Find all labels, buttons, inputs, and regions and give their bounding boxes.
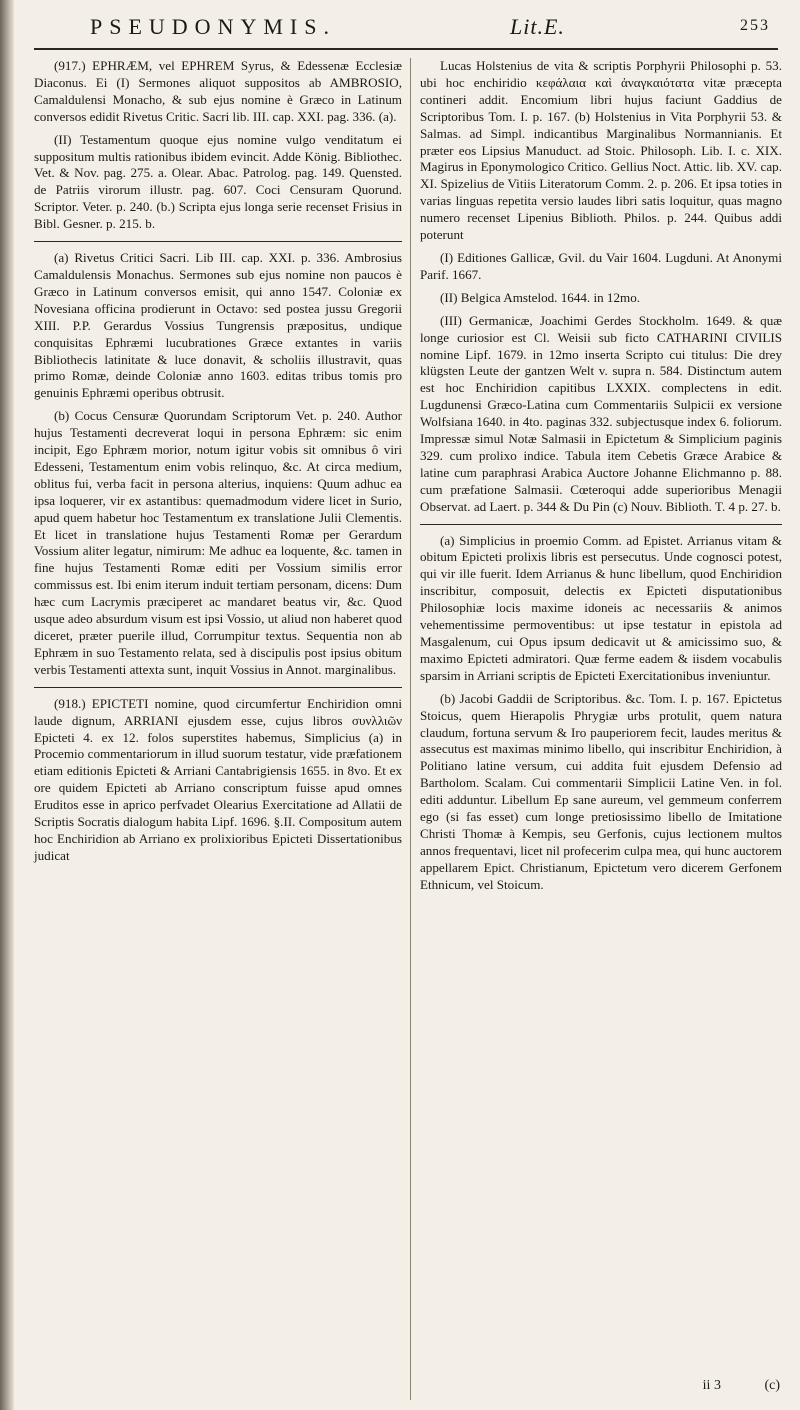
editions-item-I: (I) Editiones Gallicæ, Gvil. du Vair 1604. Lugduni. At Anonymi Parif. 1667. bbox=[420, 249, 782, 282]
signature-gathering: ii 3 bbox=[702, 1378, 721, 1393]
footnote-b: (b) Jacobi Gaddii de Scriptoribus. &c. Tom. I. p. 167. Epictetus Stoicus, quem Hierapolis Phrygiæ urbs protulit, quem natura claudum, fortuna servum & Iro pauperiorem fecit, laudes meritus & assecutus est maximas minimo libello, qui inscribitur Enchiridion, à Politiano latine versum, cui addita fuit ejusdem Defensio ad Bartholom. Scalam. Cui commentarii Simplicii Latine Ven. in fol. editi adduntur. Libellum Ep sane aureum, vel gemmeum conferrem ego (si fas esset) cum longe pretiosissimo libello de Imitatione Christi Thomæ à Kempis, seu Gerfonis, cujus lectionem multos annos frequentavi, licet nil profecerim culpa mea, qui hunc auctorem appellarem Epict. Christianum, Epictetum vero dicerem Gerfonem Ethnicum, vel Stoicum. bbox=[420, 690, 782, 892]
right-column bbox=[420, 58, 782, 900]
book-spine-shadow bbox=[0, 0, 14, 1410]
footnote-rule bbox=[34, 241, 402, 242]
entry-917-part-II: (II) Testamentum quoque ejus nomine vulgo venditatum ei suppositum multis rationibus ibidem evincit. Adde König. Bibliothec. Vet. & Nov. pag. 275. a. Olear. Abac. Patrolog. pag. 149. Quensted. de Patriis virorum illustr. pag. 607. Coci Censuram Quorund. Scriptor. Veter. p. 240. (b.) Scripta ejus longa serie recenset Frisius in Bibl. Gesner. p. 215. b. bbox=[34, 131, 402, 232]
running-head-section: Lit.E. bbox=[510, 14, 565, 39]
editions-item-II: (II) Belgica Amstelod. 1644. in 12mo. bbox=[440, 289, 641, 305]
page-number: 253 bbox=[740, 17, 770, 34]
signature-mark bbox=[663, 1378, 780, 1394]
left-column bbox=[34, 58, 402, 871]
entry-918-continued: Lucas Holstenius de vita & scriptis Porphyrii Philosophi p. 53. ubi hoc enchiridio κεφάλαια καὶ ἀναγκαιότατα vitæ præcepta contineri addit. Encomium libri hujus faciunt Gaddius de Scriptoribus Tom. I. p. 167. (b) Holstenius in Vita Porphyrii 53. & Salmas. ad Simpl. indicantibus Marginalibus Normannianis. Et præter eos Lipsius Manuduct. ad Stoic. Philosoph. Lib. I. c. XIX. Magirus in Eponymologico Critico. Gellius Noct. Attic. lib. XV. cap. XI. Spizelius de Vitiis Literatorum Comm. 2. p. 206. Et ipsa toties in varias linguas repetita versio laudes libri satis loquitur, quas magno numero recenset Lipenius Biblioth. Philos. p. 244. Quibus addi poterunt bbox=[420, 58, 782, 243]
catchword: (c) bbox=[764, 1378, 780, 1393]
running-head-title: PSEUDONYMIS. bbox=[90, 14, 336, 39]
header-rule bbox=[34, 48, 778, 50]
column-divider bbox=[410, 58, 411, 1400]
entry-917: (917.) EPHRÆM, vel EPHREM Syrus, & Edessenæ Ecclesiæ Diaconus. Ei (I) Sermones aliquot suppositos ab AMBROSIO, Camaldulensi Monacho, & sub ejus nomine è Græco in Latinum conversos edidit Rivetus Critic. Sacri lib. III. cap. XXI. pag. 336. (a). bbox=[34, 58, 402, 124]
footnote-a: (a) Simplicius in proemio Comm. ad Epistet. Arrianus vitam & obitum Epicteti prolixis libris est persecutus. Unde cognosci potest, qui vir ille fuerit. Idem Arrianus & hunc libellum, quod Enchiridion inscribitur, composuit, delectis ex Epicteti disputationibus Philosophiæ locis maxime idoneis ac necessariis & animos vehementissime permoventibus: ut ipse testatur in epistola ad Masgalenum, cui Opus ipsum dedicavit ut & amicissimo suo, & maximo Epicteti admiratori. Quæ ferme eadem & iisdem vocabulis sparsim in Arriani scriptis de Epicteti Exercitationibus inveniuntur. bbox=[420, 532, 782, 683]
running-head bbox=[90, 14, 770, 44]
footnote-rule bbox=[420, 524, 782, 525]
entry-918: (918.) EPICTETI nomine, quod circumfertur Enchiridion omni laude dignum, ARRIANI ejusdem esse, cujus libros συνλλιῶν Epicteti 4. ex 12. folos superstites habemus, Simplicius (a) in Procemio commentariorum in illud suorum testatur, vide præfationem etiam editionis Epicteti & Arriani Cantabrigiensis 1655. in 8vo. Et ex ore quidem Epicteti ab Arriano conscriptum fuisse apud omnes Eruditos esse in aprico perfvadet Olearius Exercitatione ad Allatii de Scriptis Socratis dialogum habita Lipf. 1696. §.II. Compositum autem hoc Enchiridion ab Arriano ex prolixioribus Epicteti Dissertationibus judicat bbox=[34, 695, 402, 863]
entry-rule bbox=[34, 687, 402, 688]
editions-item-III: (III) Germanicæ, Joachimi Gerdes Stockholm. 1649. & quæ longe curiosior est Cl. Weisii sub ficto CATHARINI CIVILIS nomine Lipf. 1679. in 12mo inserta Scripto cui titulus: Die drey klügsten Leute der gantzen Welt v. supra n. 584. Distinctum autem est hoc Enchiridion capitibus LXXIX. complectens in edit. Lugdunensi Græco-Latina cum Commentariis Sulpicii ex versione Wolfsiana 1640. in 4to. paginas 332. subjectusque index 6. foliorum. Impressæ simul Notæ Salmasii in Epictetum & Simplicium paginis 329. cum prolixo indice. Tabula item Cebetis Græce Arabice & latine cum paraphrasi Arabica Auctore Johanne Elichmanno p. 88. cum præfatione Salmasii. Cœteroqui adde superioribus Menagii Observat. ad Laert. p. 344 & Du Pin (c) Nouv. Biblioth. T. 4 p. 27. b. bbox=[420, 312, 782, 514]
footnote-a: (a) Rivetus Critici Sacri. Lib III. cap. XXI. p. 336. Ambrosius Camaldulensis Monachus. Sermones sub ejus nomine non paucos è Græco in Latinum conversos emisit, qui anno 1547. Coloniæ ex Novesiana officina prodierunt in Octavo: sed postea jussu Gregorii XIII. P.P. Gerardus Vossius Tungrensis præpositus, undique conquisitas Ephræmi lucubrationes Græce extantes in variis Bibliothecis latinitate & luce donavit, & scholiis illustravit, quas primo Romæ, deinde Coloniæ anno 1603. editas tribus tomis pro genuinis Ephræmi operibus obtrusit. bbox=[34, 250, 402, 401]
footnote-b: (b) Cocus Censuræ Quorundam Scriptorum Vet. p. 240. Author hujus Testamenti decreverat loqui in persona Ephræm: sic enim incipit, Ego Ephræm morior, notum igitur vobis sit omnibus ô viri Edesseni, Testamentum enim vobis relinquo, &c. At circa medium, oblitus fui, verba facit in persona alterius, inquiens: Quum adhuc ea ipsa loquerer, vir ex astantibus: quemadmodum videre licet in Surio, apud quem habetur hoc Testamentum ex translatione Julii Clementis. Et licet in translatione hujus Testamenti Romæ per Gerardum Vossium aliter legatur, nimirum: Me adhuc ea loquente, &c. tamen in fine hujus Testamenti Romæ editi per Vossium similis error commissus est. Ibi enim iterum induit tertiam personam, dicens: Dum hæc cum Lacrymis præciperet ac mandaret beatus vir, &c. Quod usque adeo absurdum visum est ipsi Vossio, ut aliud non haberet quod diceret, præter puerile illud, Corrumpitur textus. Sequentia non ab Ephræm in suo Testamento relata, sed à discipulis post ipsius obitum verbis Testamenti attexta sunt, inquit Vossius in Annot. marginalibus. bbox=[34, 408, 402, 677]
